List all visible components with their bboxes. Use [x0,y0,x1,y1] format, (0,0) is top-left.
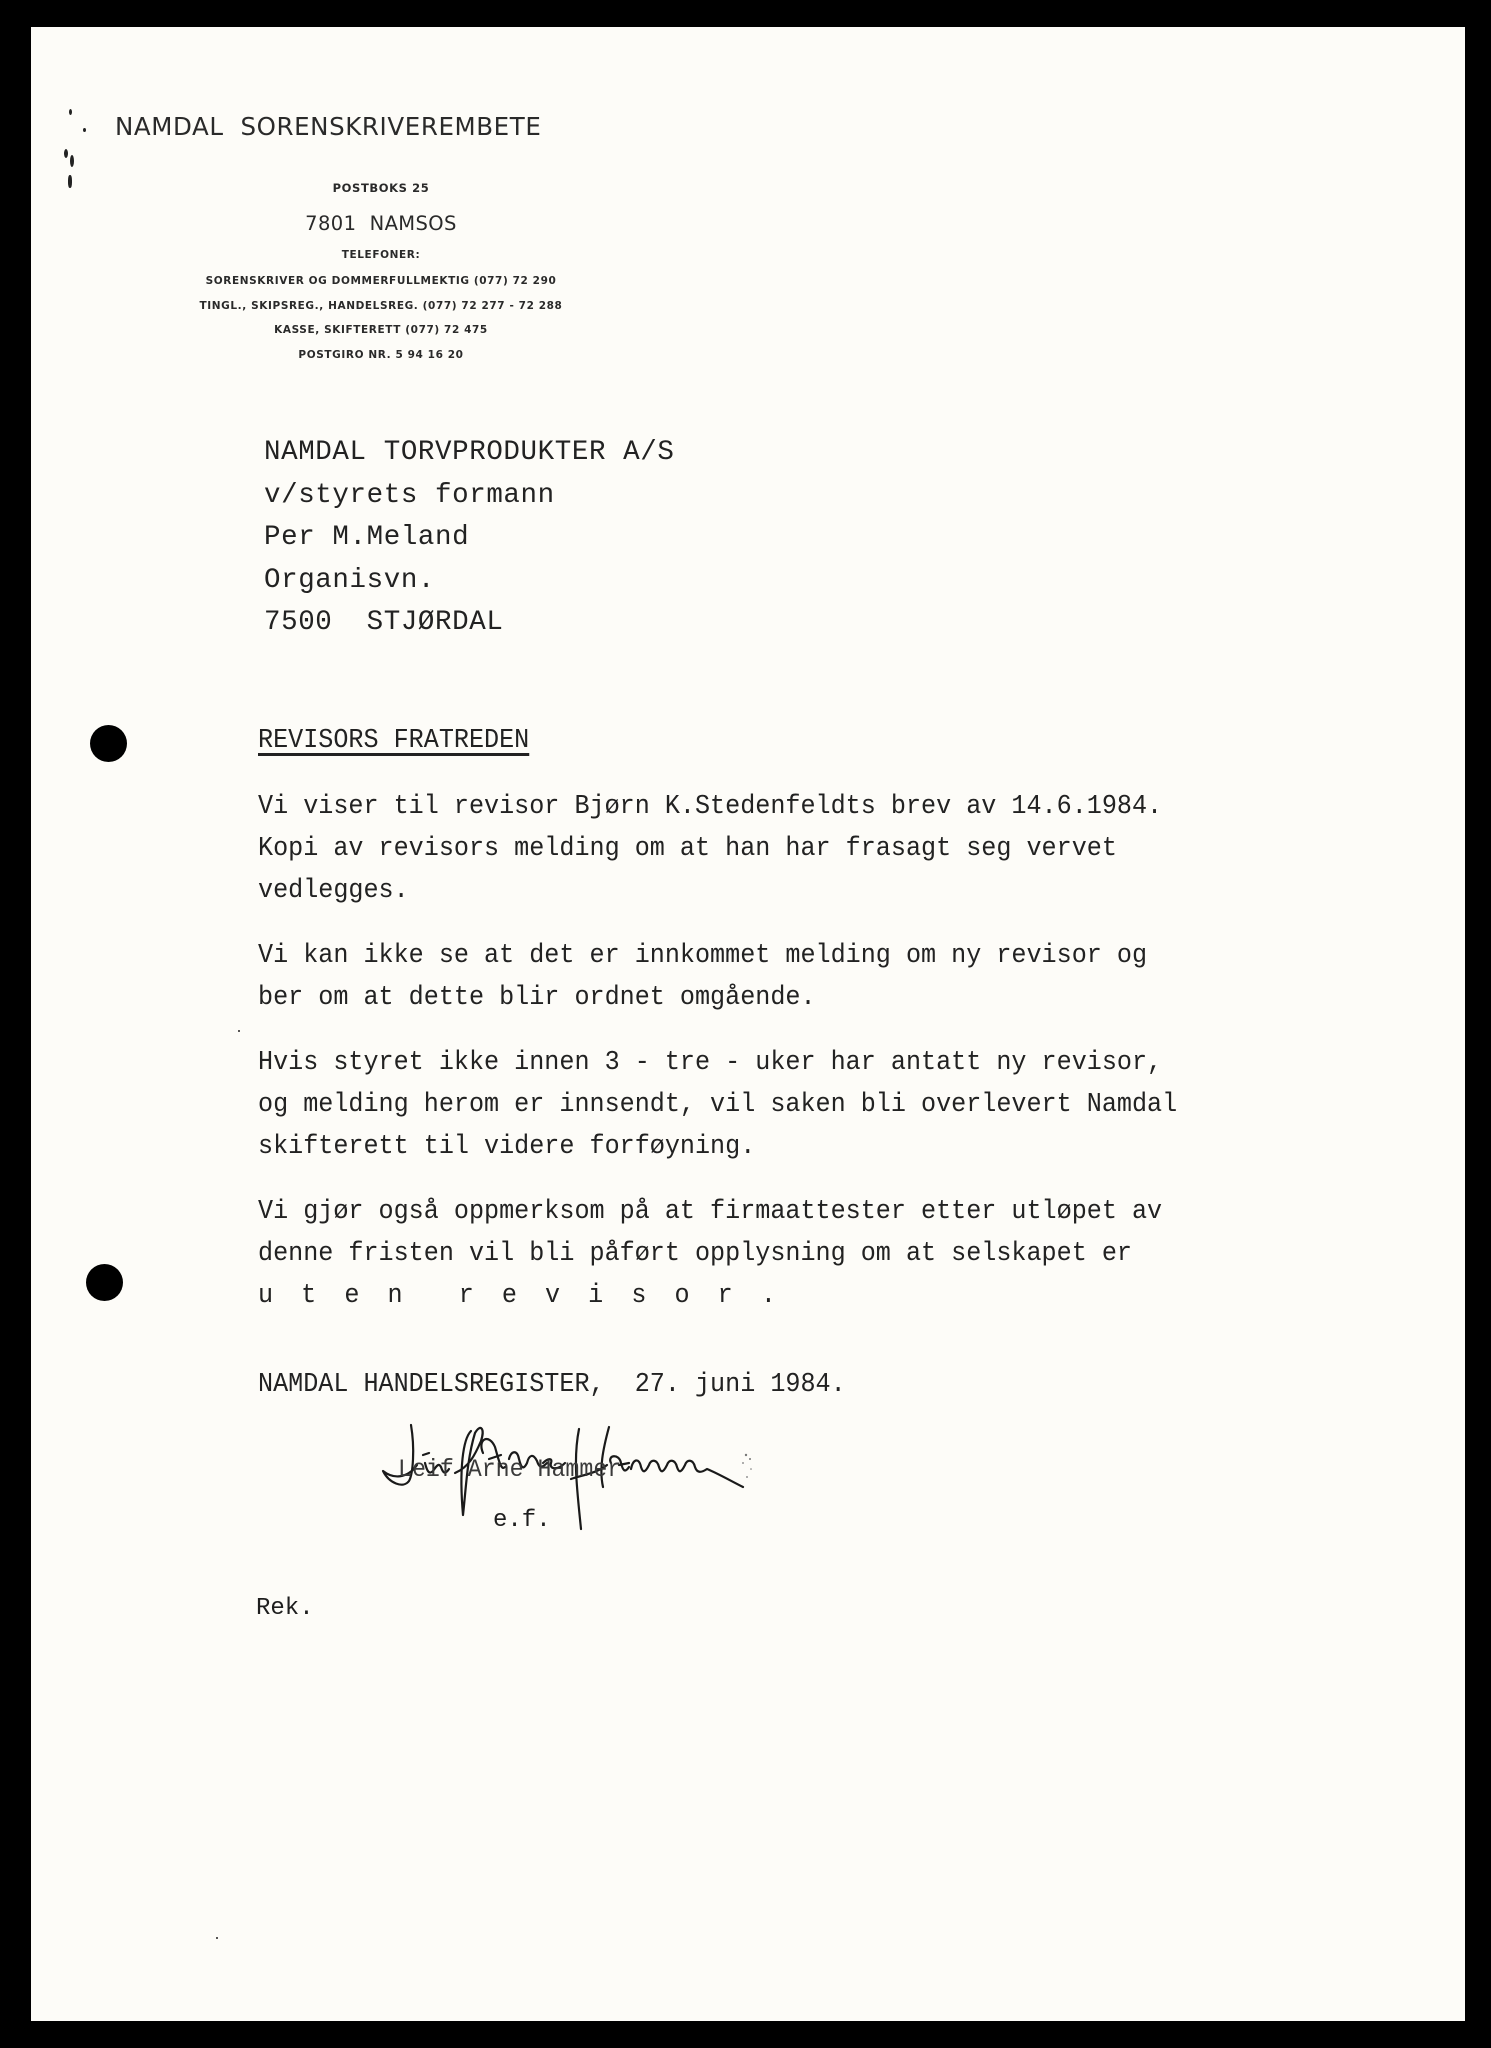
body-line: vedlegges. [258,876,409,906]
recipient-line: NAMDAL TORVPRODUKTER A/S [264,437,675,468]
stray-mark [83,128,86,132]
body-line: Hvis styret ikke innen 3 - tre - uker har antatt ny revisor, [258,1048,1163,1078]
body-line: og melding herom er innsendt, vil saken bli overlevert Namdal [258,1090,1178,1120]
handwritten-signature [371,1419,771,1549]
body-line: ber om at dette blir ordnet omgående. [258,983,816,1013]
letterhead-city: 7801 NAMSOS [305,212,457,235]
body-line: Kopi av revisors melding om at han har frasagt seg vervet [258,834,1117,864]
body-line: skifterett til videre forføyning. [258,1132,756,1162]
stray-mark [216,1937,218,1939]
body-line: u t e n r e v i s o r . [258,1281,776,1311]
body-line: Vi viser til revisor Bjørn K.Stedenfeldts brev av 14.6.1984. [258,792,1163,822]
stray-mark [69,109,72,115]
stray-mark [238,1030,240,1032]
stray-mark [64,149,68,158]
punch-hole [86,1264,123,1301]
recipient-line: v/styrets formann [264,480,555,511]
place-date: NAMDAL HANDELSREGISTER, 27. juni 1984. [258,1370,846,1400]
subject-heading: REVISORS FRATREDEN [258,726,530,756]
signatory-name: Leif Arne Hammer [398,1455,622,1484]
registered-mail-note: Rek. [256,1595,314,1622]
letterhead-phone-line: TINGL., SKIPSREG., HANDELSREG. (077) 72 277 - 72 288 [199,300,563,312]
recipient-line: Organisvn. [264,565,436,596]
letterhead-phone-line: SORENSKRIVER OG DOMMERFULLMEKTIG (077) 72 290 [205,275,557,287]
recipient-line: 7500 STJØRDAL [264,607,504,638]
letterhead-phone-line: KASSE, SKIFTERETT (077) 72 475 [274,324,488,336]
recipient-line: Per M.Meland [264,522,470,553]
body-line: Vi kan ikke se at det er innkommet melding om ny revisor og [258,941,1148,971]
body-line: Vi gjør også oppmerksom på at firmaattester etter utløpet av [258,1197,1163,1227]
punch-hole [90,725,127,762]
letterhead-office-name: NAMDAL SORENSKRIVEREMBETE [115,112,542,141]
stray-mark [70,155,74,167]
letter-page [31,27,1465,2021]
letterhead-phones-label: TELEFONER: [341,249,421,261]
letterhead-postgiro: POSTGIRO NR. 5 94 16 20 [298,349,464,361]
letterhead-postbox: POSTBOKS 25 [332,181,430,195]
signatory-role: e.f. [493,1507,551,1534]
body-line: denne fristen vil bli påført opplysning om at selskapet er [258,1239,1132,1269]
